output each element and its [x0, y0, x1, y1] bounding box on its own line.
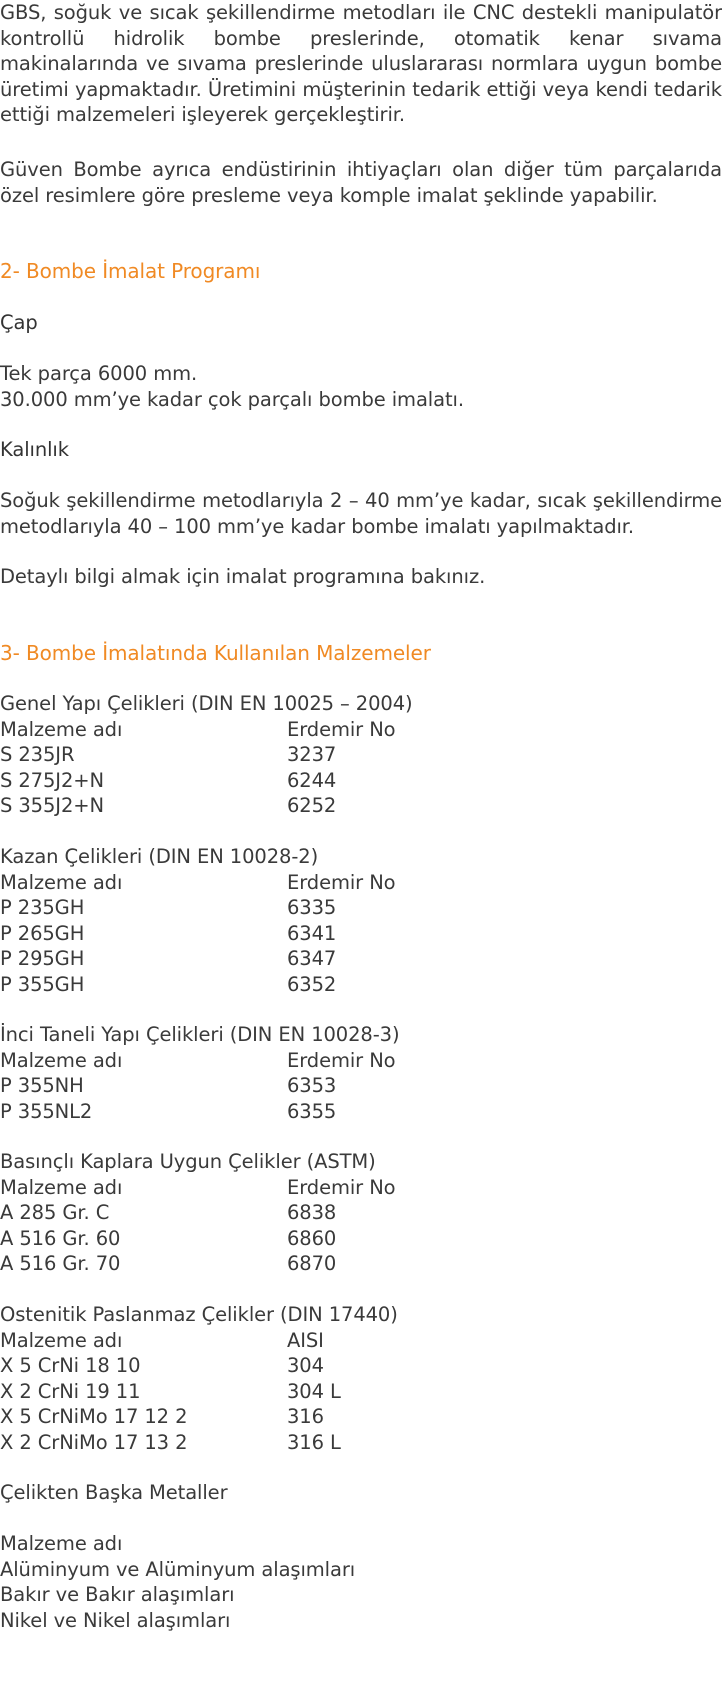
kalinlik-paragraph: Soğuk şekillendirme metodlarıyla 2 – 40 mm’ye kadar, sıcak şekillendirme metodlarıyla 40 – 100 mm’ye kadar bombe imalatı yapılmaktadır. [0, 489, 722, 538]
column-header-name: Malzeme adı [0, 717, 123, 741]
material-name: X 2 CrNi 19 11 [0, 1379, 141, 1403]
material-code: 6252 [287, 794, 337, 818]
table-row [0, 946, 722, 972]
table-row [0, 1073, 722, 1099]
section-2-heading: 2- Bombe İmalat Programı [0, 259, 261, 283]
material-name: S 355J2+N [0, 794, 104, 818]
material-name: A 516 Gr. 60 [0, 1226, 121, 1250]
table-row [0, 768, 722, 794]
material-group-title: Basınçlı Kaplara Uygun Çelikler (ASTM) [0, 1150, 376, 1173]
column-header-code: AISI [287, 1328, 324, 1352]
column-header-name: Malzeme adı [0, 870, 123, 894]
material-name: X 5 CrNiMo 17 12 2 [0, 1405, 188, 1429]
table-row [0, 1430, 722, 1456]
table-header-row [0, 717, 722, 743]
material-name: P 295GH [0, 947, 85, 971]
kalinlik-label: Kalınlık [0, 438, 69, 461]
table-row [0, 921, 722, 947]
material-group-title: Kazan Çelikleri (DIN EN 10028-2) [0, 845, 319, 868]
material-code: 6353 [287, 1074, 337, 1098]
list-item: Bakır ve Bakır alaşımları [0, 1583, 235, 1607]
material-code: 304 [287, 1354, 324, 1378]
material-name: P 355GH [0, 973, 85, 996]
table-row [0, 972, 722, 998]
table-header-row [0, 1048, 722, 1074]
material-code: 6341 [287, 921, 337, 945]
material-code: 6244 [287, 768, 337, 792]
column-header-code: Erdemir No [287, 1175, 396, 1199]
column-header-name: Malzeme adı [0, 1175, 123, 1199]
material-code: 316 [287, 1405, 324, 1429]
column-header-name: Malzeme adı [0, 1048, 123, 1072]
table-row [0, 1404, 722, 1430]
cap-line-2: 30.000 mm’ye kadar çok parçalı bombe imalatı. [0, 387, 464, 411]
material-group-title: İnci Taneli Yapı Çelikleri (DIN EN 10028-3) [0, 1023, 400, 1046]
table-row [0, 1099, 722, 1125]
column-header-name: Malzeme adı [0, 1328, 123, 1352]
material-name: P 355NL2 [0, 1099, 93, 1123]
material-name: P 265GH [0, 921, 85, 945]
cap-label: Çap [0, 311, 38, 334]
intro-paragraph-2: Güven Bombe ayrıca endüstirinin ihtiyaçları olan diğer tüm parçalarıda özel resimlere göre presleme veya komple imalat şeklinde yapabilir. [0, 158, 722, 207]
detail-paragraph: Detaylı bilgi almak için imalat programına bakınız. [0, 565, 486, 588]
material-group-title: Ostenitik Paslanmaz Çelikler (DIN 17440) [0, 1303, 398, 1326]
material-code: 304 L [287, 1379, 341, 1403]
cap-line-1: Tek parça 6000 mm. [0, 362, 198, 385]
material-name: P 355NH [0, 1074, 84, 1098]
list-item: Nikel ve Nikel alaşımları [0, 1608, 231, 1632]
material-code: 6870 [287, 1252, 337, 1276]
intro-paragraph-1: GBS, soğuk ve sıcak şekillendirme metodları ile CNC destekli manipulatör kontrollü hidrolik bombe preslerinde, otomatik kenar sıvama makinalarında ve sıvama preslerinde uluslararası normlara uygun bombe üretimi yapmaktadır. Üretimini müşterinin tedarik ettiği veya kendi tedarik ettiği malzemeleri işleyerek gerçekleştirir. [0, 1, 722, 127]
column-header-code: Erdemir No [287, 1048, 396, 1072]
column-header-code: Erdemir No [287, 870, 396, 894]
table-header-row [0, 1175, 722, 1201]
table-row [0, 1200, 722, 1226]
table-row [0, 895, 722, 921]
material-name: S 235JR [0, 743, 75, 767]
table-row [0, 742, 722, 768]
material-name: X 2 CrNiMo 17 13 2 [0, 1431, 188, 1454]
material-name: A 516 Gr. 70 [0, 1252, 121, 1276]
list-item: Alüminyum ve Alüminyum alaşımları [0, 1557, 356, 1581]
material-name: S 275J2+N [0, 768, 104, 792]
material-name: P 235GH [0, 896, 85, 920]
material-group-title: Genel Yapı Çelikleri (DIN EN 10025 – 2004) [0, 692, 413, 715]
table-row [0, 1226, 722, 1252]
table-row [0, 1353, 722, 1379]
other-metals-header: Malzeme adı [0, 1532, 123, 1555]
table-row [0, 1379, 722, 1405]
material-code: 6352 [287, 973, 337, 996]
material-code: 6860 [287, 1226, 337, 1250]
section-3-heading: 3- Bombe İmalatında Kullanılan Malzemeler [0, 641, 431, 665]
column-header-code: Erdemir No [287, 717, 396, 741]
table-row [0, 1251, 722, 1277]
table-header-row [0, 870, 722, 896]
table-row [0, 793, 722, 819]
other-metals-title: Çelikten Başka Metaller [0, 1481, 228, 1504]
material-code: 316 L [287, 1431, 341, 1454]
material-code: 6838 [287, 1201, 337, 1225]
material-code: 3237 [287, 743, 337, 767]
material-code: 6347 [287, 947, 337, 971]
material-name: X 5 CrNi 18 10 [0, 1354, 141, 1378]
table-header-row [0, 1328, 722, 1354]
material-code: 6355 [287, 1099, 337, 1123]
material-code: 6335 [287, 896, 337, 920]
material-name: A 285 Gr. C [0, 1201, 110, 1225]
